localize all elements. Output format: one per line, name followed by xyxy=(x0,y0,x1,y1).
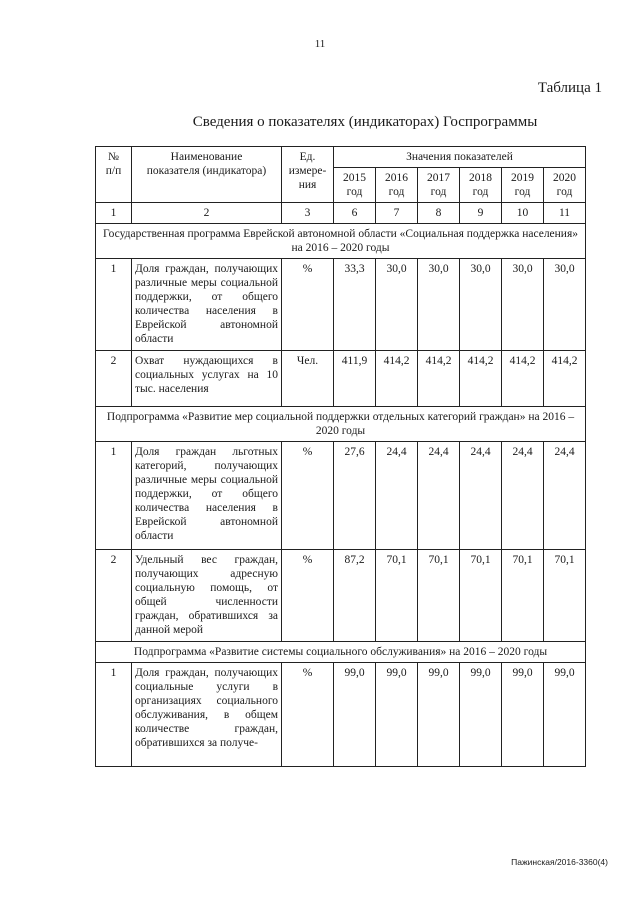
value-cell: 24,4 xyxy=(376,442,418,550)
header-values: Значения показателей xyxy=(334,147,586,168)
header-year: 2015 год xyxy=(334,168,376,203)
value-cell: 70,1 xyxy=(376,550,418,642)
value-cell: 70,1 xyxy=(544,550,586,642)
row-number: 1 xyxy=(96,442,132,550)
value-cell: 24,4 xyxy=(544,442,586,550)
value-cell: 411,9 xyxy=(334,351,376,407)
header-year: 2016 год xyxy=(376,168,418,203)
value-cell: 99,0 xyxy=(544,663,586,767)
value-cell: 30,0 xyxy=(460,259,502,351)
section-row xyxy=(96,642,586,663)
value-cell: 70,1 xyxy=(502,550,544,642)
value-cell: 414,2 xyxy=(460,351,502,407)
unit: % xyxy=(282,550,334,642)
header-year: 2017 год xyxy=(418,168,460,203)
section-title: Государственная программа Еврейской автономной области «Социальная поддержка населения» на 2016 – 2020 годы xyxy=(96,224,586,259)
value-cell: 30,0 xyxy=(376,259,418,351)
header-name: Наименование показателя (индикатора) xyxy=(132,147,282,203)
section-row xyxy=(96,407,586,442)
header-no: № п/п xyxy=(96,147,132,203)
column-number: 7 xyxy=(376,203,418,224)
value-cell: 70,1 xyxy=(460,550,502,642)
value-cell: 99,0 xyxy=(418,663,460,767)
value-cell: 99,0 xyxy=(334,663,376,767)
section-title: Подпрограмма «Развитие системы социального обслуживания» на 2016 – 2020 годы xyxy=(96,642,586,663)
value-cell: 414,2 xyxy=(502,351,544,407)
unit: % xyxy=(282,663,334,767)
value-cell: 24,4 xyxy=(460,442,502,550)
value-cell: 99,0 xyxy=(502,663,544,767)
indicator-name: Охват нуждающихся в социальных услугах на 10 тыс. населения xyxy=(132,351,282,407)
header-unit: Ед. измере- ния xyxy=(282,147,334,203)
value-cell: 99,0 xyxy=(376,663,418,767)
column-number: 3 xyxy=(282,203,334,224)
column-number: 2 xyxy=(132,203,282,224)
column-number: 1 xyxy=(96,203,132,224)
section-row xyxy=(96,224,586,259)
table-row xyxy=(96,351,586,407)
unit: Чел. xyxy=(282,351,334,407)
indicator-name: Доля граждан льготных категорий, получающих различные меры социальной поддержки, от общего количества населения в Еврейской автономной области xyxy=(132,442,282,550)
row-number: 2 xyxy=(96,550,132,642)
table-row xyxy=(96,663,586,767)
indicator-name: Доля граждан, получающих социальные услуги в организациях социального обслуживания, в общем количестве граждан, обратившихся за получе- xyxy=(132,663,282,767)
value-cell: 99,0 xyxy=(460,663,502,767)
value-cell: 87,2 xyxy=(334,550,376,642)
value-cell: 33,3 xyxy=(334,259,376,351)
column-numbers-row xyxy=(96,203,586,224)
header-year: 2020 год xyxy=(544,168,586,203)
document-title: Сведения о показателях (индикаторах) Госпрограммы xyxy=(192,114,538,130)
footer-document-code: Пажинская/2016-3360(4) xyxy=(511,857,608,867)
value-cell: 30,0 xyxy=(544,259,586,351)
table-row xyxy=(96,550,586,642)
value-cell: 30,0 xyxy=(418,259,460,351)
column-number: 11 xyxy=(544,203,586,224)
table-label: Таблица 1 xyxy=(537,80,602,96)
page-number: 11 xyxy=(314,38,326,50)
section-title: Подпрограмма «Развитие мер социальной поддержки отдельных категорий граждан» на 2016 – 2020 годы xyxy=(96,407,586,442)
value-cell: 414,2 xyxy=(376,351,418,407)
table-row xyxy=(96,442,586,550)
value-cell: 24,4 xyxy=(502,442,544,550)
row-number: 1 xyxy=(96,663,132,767)
value-cell: 24,4 xyxy=(418,442,460,550)
header-row xyxy=(96,147,586,168)
header-year: 2018 год xyxy=(460,168,502,203)
value-cell: 27,6 xyxy=(334,442,376,550)
indicator-name: Доля граждан, получающих различные меры социальной поддержки, от общего количества населения в Еврейской автономной области xyxy=(132,259,282,351)
header-year: 2019 год xyxy=(502,168,544,203)
column-number: 6 xyxy=(334,203,376,224)
value-cell: 414,2 xyxy=(418,351,460,407)
unit: % xyxy=(282,259,334,351)
value-cell: 30,0 xyxy=(502,259,544,351)
value-cell: 414,2 xyxy=(544,351,586,407)
column-number: 8 xyxy=(418,203,460,224)
row-number: 2 xyxy=(96,351,132,407)
column-number: 10 xyxy=(502,203,544,224)
row-number: 1 xyxy=(96,259,132,351)
value-cell: 70,1 xyxy=(418,550,460,642)
indicator-name: Удельный вес граждан, получающих адресную социальную помощь, от общей численности граждан, обратившихся за данной мерой xyxy=(132,550,282,642)
column-number: 9 xyxy=(460,203,502,224)
indicators-table xyxy=(95,146,586,767)
table-row xyxy=(96,259,586,351)
unit: % xyxy=(282,442,334,550)
